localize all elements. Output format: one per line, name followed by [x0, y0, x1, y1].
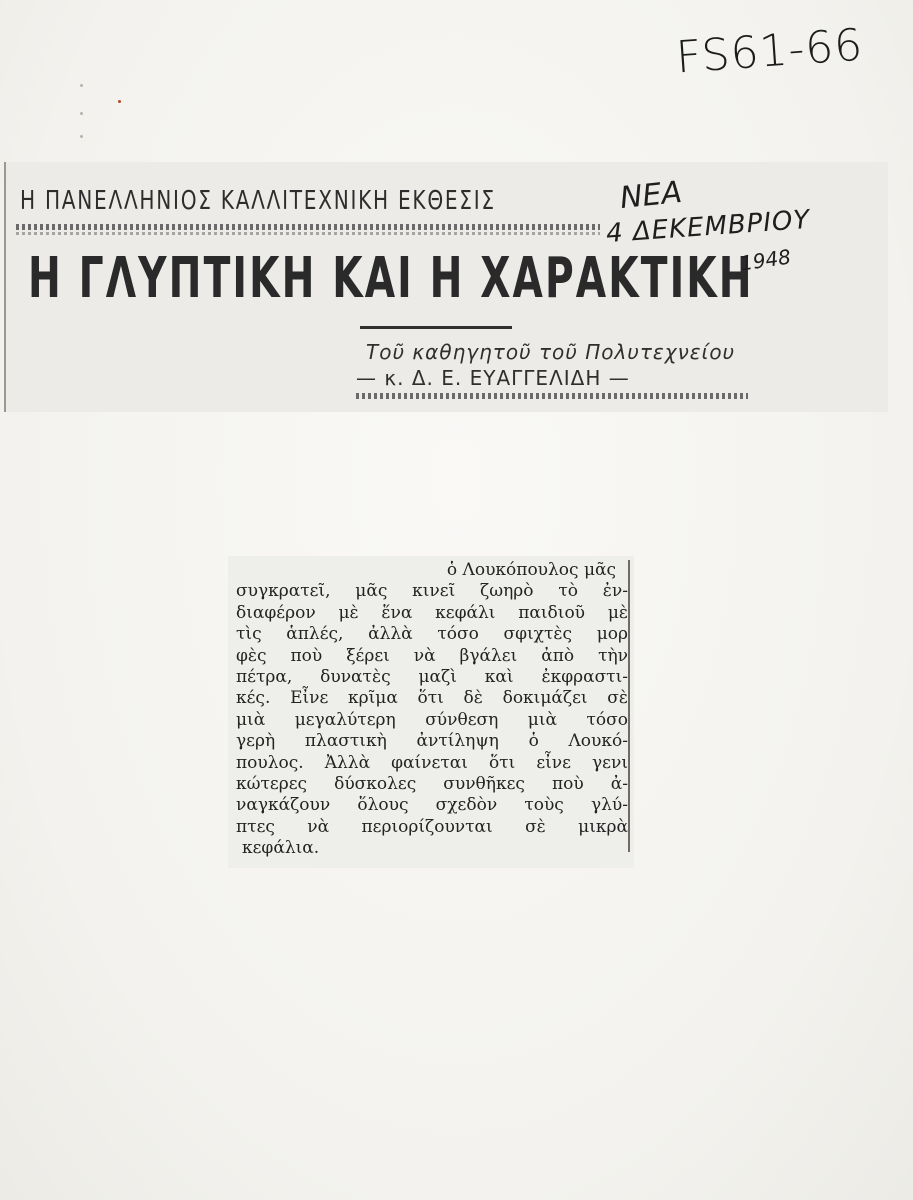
article-line: μιὰ μεγαλύτερη σύνθεση μιὰ τόσο — [236, 709, 628, 730]
article-line: ὁ Λουκόπουλος μᾶς — [446, 560, 616, 580]
article-line: πουλος. Ἀλλὰ φαίνεται ὅτι εἶνε γενι — [236, 752, 628, 773]
clipping-edge — [4, 162, 6, 412]
article-line: φὲς ποὺ ξέρει νὰ βγάλει ἀπὸ τὴν — [236, 645, 628, 666]
article-line: συγκρατεῖ, μᾶς κινεῖ ζωηρὸ τὸ ἐν- — [236, 581, 628, 602]
handwritten-newspaper: ΝΕΑ — [618, 174, 684, 217]
handwritten-date: 4 ΔΕΚΕΜΒΡΙΟΥ — [605, 204, 812, 250]
headline-underline — [360, 326, 512, 329]
byline-name: — κ. Δ. Ε. ΕΥΑΓΓΕΛΙΔΗ — — [356, 366, 630, 390]
series-title: Η ΠΑΝΕΛΛΗΝΙΟΣ ΚΑΛΛΙΤΕΧΝΙΚΗ ΕΚΘΕΣΙΣ — [20, 186, 496, 216]
dotted-rule — [356, 393, 748, 399]
clipping-edge — [628, 560, 630, 852]
archive-id: FS61-66 — [674, 19, 865, 84]
article-line: κές. Εἶνε κρῖμα ὅτι δὲ δοκιμάζει σὲ — [236, 688, 628, 709]
byline-role: Τοῦ καθηγητοῦ τοῦ Πολυτεχνείου — [366, 340, 736, 364]
handwritten-year: 1948 — [738, 244, 793, 276]
article-line: πέτρα, δυνατὲς μαζὶ καὶ ἐκφραστι- — [236, 667, 628, 688]
headline: Η ΓΛΥΠΤΙΚΗ ΚΑΙ Η ΧΑΡΑΚΤΙΚΗ — [28, 246, 754, 311]
staple-hole — [80, 135, 83, 138]
staple-hole — [80, 84, 83, 87]
article-line: κώτερες δύσκολες συνθῆκες ποὺ ἀ- — [236, 774, 628, 795]
article-line: τὶς ἁπλές, ἀλλὰ τόσο σφιχτὲς μορ — [236, 624, 628, 645]
staple-hole — [80, 112, 83, 115]
dotted-rule — [16, 224, 600, 230]
article-line: διαφέρον μὲ ἕνα κεφάλι παιδιοῦ μὲ — [236, 602, 628, 623]
speck — [118, 100, 121, 103]
article-line: γερὴ πλαστικὴ ἀντίληψη ὁ Λουκό- — [236, 731, 628, 752]
article-line: πτες νὰ περιορίζουνται σὲ μικρὰ — [236, 816, 628, 837]
dotted-rule — [16, 232, 600, 235]
article-text — [236, 560, 628, 860]
article-line: κεφάλια. — [242, 838, 320, 859]
article-line: ναγκάζουν ὅλους σχεδὸν τοὺς γλύ- — [236, 795, 628, 816]
